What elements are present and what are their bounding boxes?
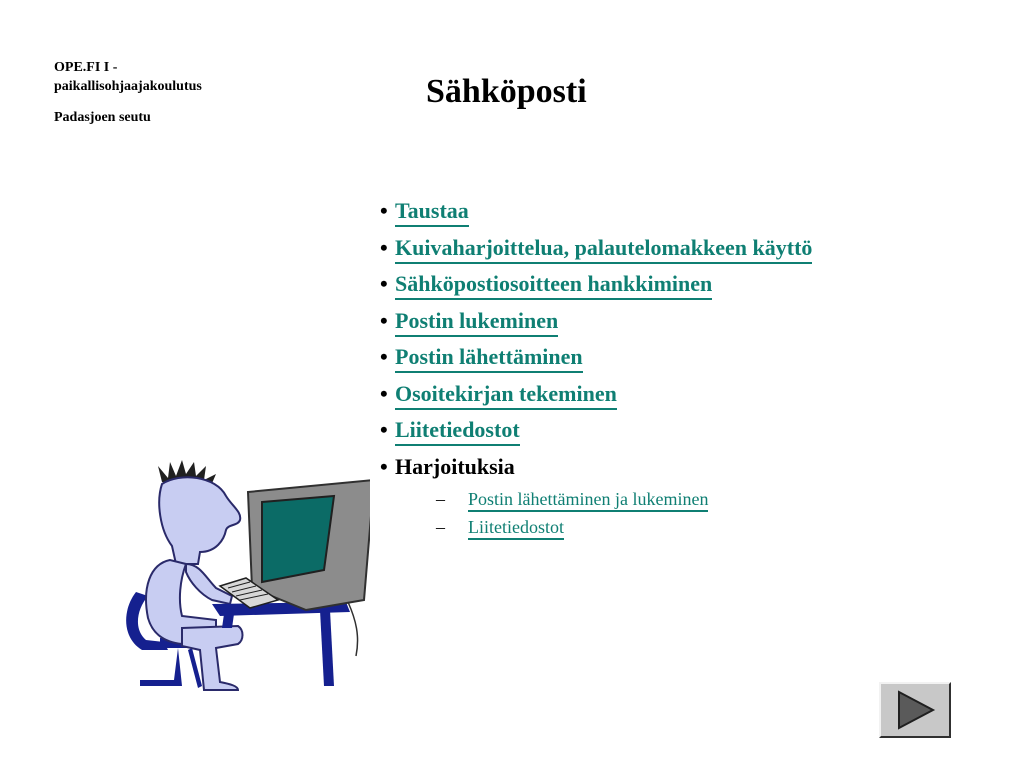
topic-list bbox=[380, 193, 812, 541]
play-triangle-icon bbox=[881, 684, 949, 736]
desk-leg bbox=[222, 614, 234, 628]
bullet: • bbox=[380, 234, 388, 260]
dash: – bbox=[436, 489, 445, 509]
topic-link-osoitteen-hankkiminen[interactable]: Sähköpostiosoitteen hankkiminen bbox=[395, 271, 712, 300]
next-slide-button[interactable] bbox=[879, 682, 951, 738]
topic-item-postin-lukeminen bbox=[380, 303, 812, 340]
bullet: • bbox=[380, 344, 388, 369]
course-name-line2: paikallisohjaajakoulutus bbox=[54, 79, 202, 94]
person-at-computer-clipart bbox=[120, 460, 370, 697]
topic-link-osoitekirja[interactable]: Osoitekirjan tekeminen bbox=[395, 381, 617, 410]
topic-link-liitetiedostot[interactable]: Liitetiedostot bbox=[395, 417, 520, 446]
topic-item-osoitteen-hankkiminen bbox=[380, 266, 812, 303]
cable bbox=[348, 602, 358, 656]
bullet: • bbox=[380, 307, 388, 333]
topic-item-liitetiedostot bbox=[380, 412, 812, 449]
chair-leg bbox=[140, 648, 182, 686]
bullet: • bbox=[380, 380, 388, 406]
head bbox=[159, 477, 240, 564]
topic-link-kuivaharjoittelua[interactable]: Kuivaharjoittelua, palautelomakkeen käyttö bbox=[395, 235, 812, 264]
dash: – bbox=[436, 517, 445, 537]
person-at-computer-icon bbox=[120, 460, 370, 692]
slide-title: Sähköposti bbox=[426, 73, 587, 110]
bullet: • bbox=[380, 198, 388, 223]
course-header bbox=[54, 58, 314, 127]
exercise-sublist bbox=[380, 485, 812, 541]
bullet: • bbox=[380, 417, 388, 442]
topic-link-postin-lahettaminen[interactable]: Postin lähettäminen bbox=[395, 344, 583, 373]
subtopic-item-lahettaminen-lukeminen bbox=[436, 485, 812, 513]
topic-item-osoitekirja bbox=[380, 376, 812, 413]
bullet: • bbox=[380, 271, 388, 296]
subtopic-item-liitetiedostot bbox=[436, 513, 812, 541]
topic-item-harjoituksia bbox=[380, 449, 812, 542]
topic-link-postin-lukeminen[interactable]: Postin lukeminen bbox=[395, 308, 558, 337]
desk-leg bbox=[320, 610, 334, 686]
region-label: Padasjoen seutu bbox=[54, 110, 151, 125]
topic-link-taustaa[interactable]: Taustaa bbox=[395, 198, 469, 227]
bullet: • bbox=[380, 453, 388, 479]
subtopic-link-lahettaminen-lukeminen[interactable]: Postin lähettäminen ja lukeminen bbox=[468, 489, 708, 512]
monitor-screen bbox=[262, 496, 334, 582]
topic-item-taustaa bbox=[380, 193, 812, 230]
topic-item-postin-lahettaminen bbox=[380, 339, 812, 376]
topic-item-kuivaharjoittelua bbox=[380, 230, 812, 267]
topic-label-harjoituksia: Harjoituksia bbox=[395, 453, 515, 479]
subtopic-link-liitetiedostot[interactable]: Liitetiedostot bbox=[468, 517, 564, 540]
course-name-line1: OPE.FI I - bbox=[54, 60, 118, 75]
